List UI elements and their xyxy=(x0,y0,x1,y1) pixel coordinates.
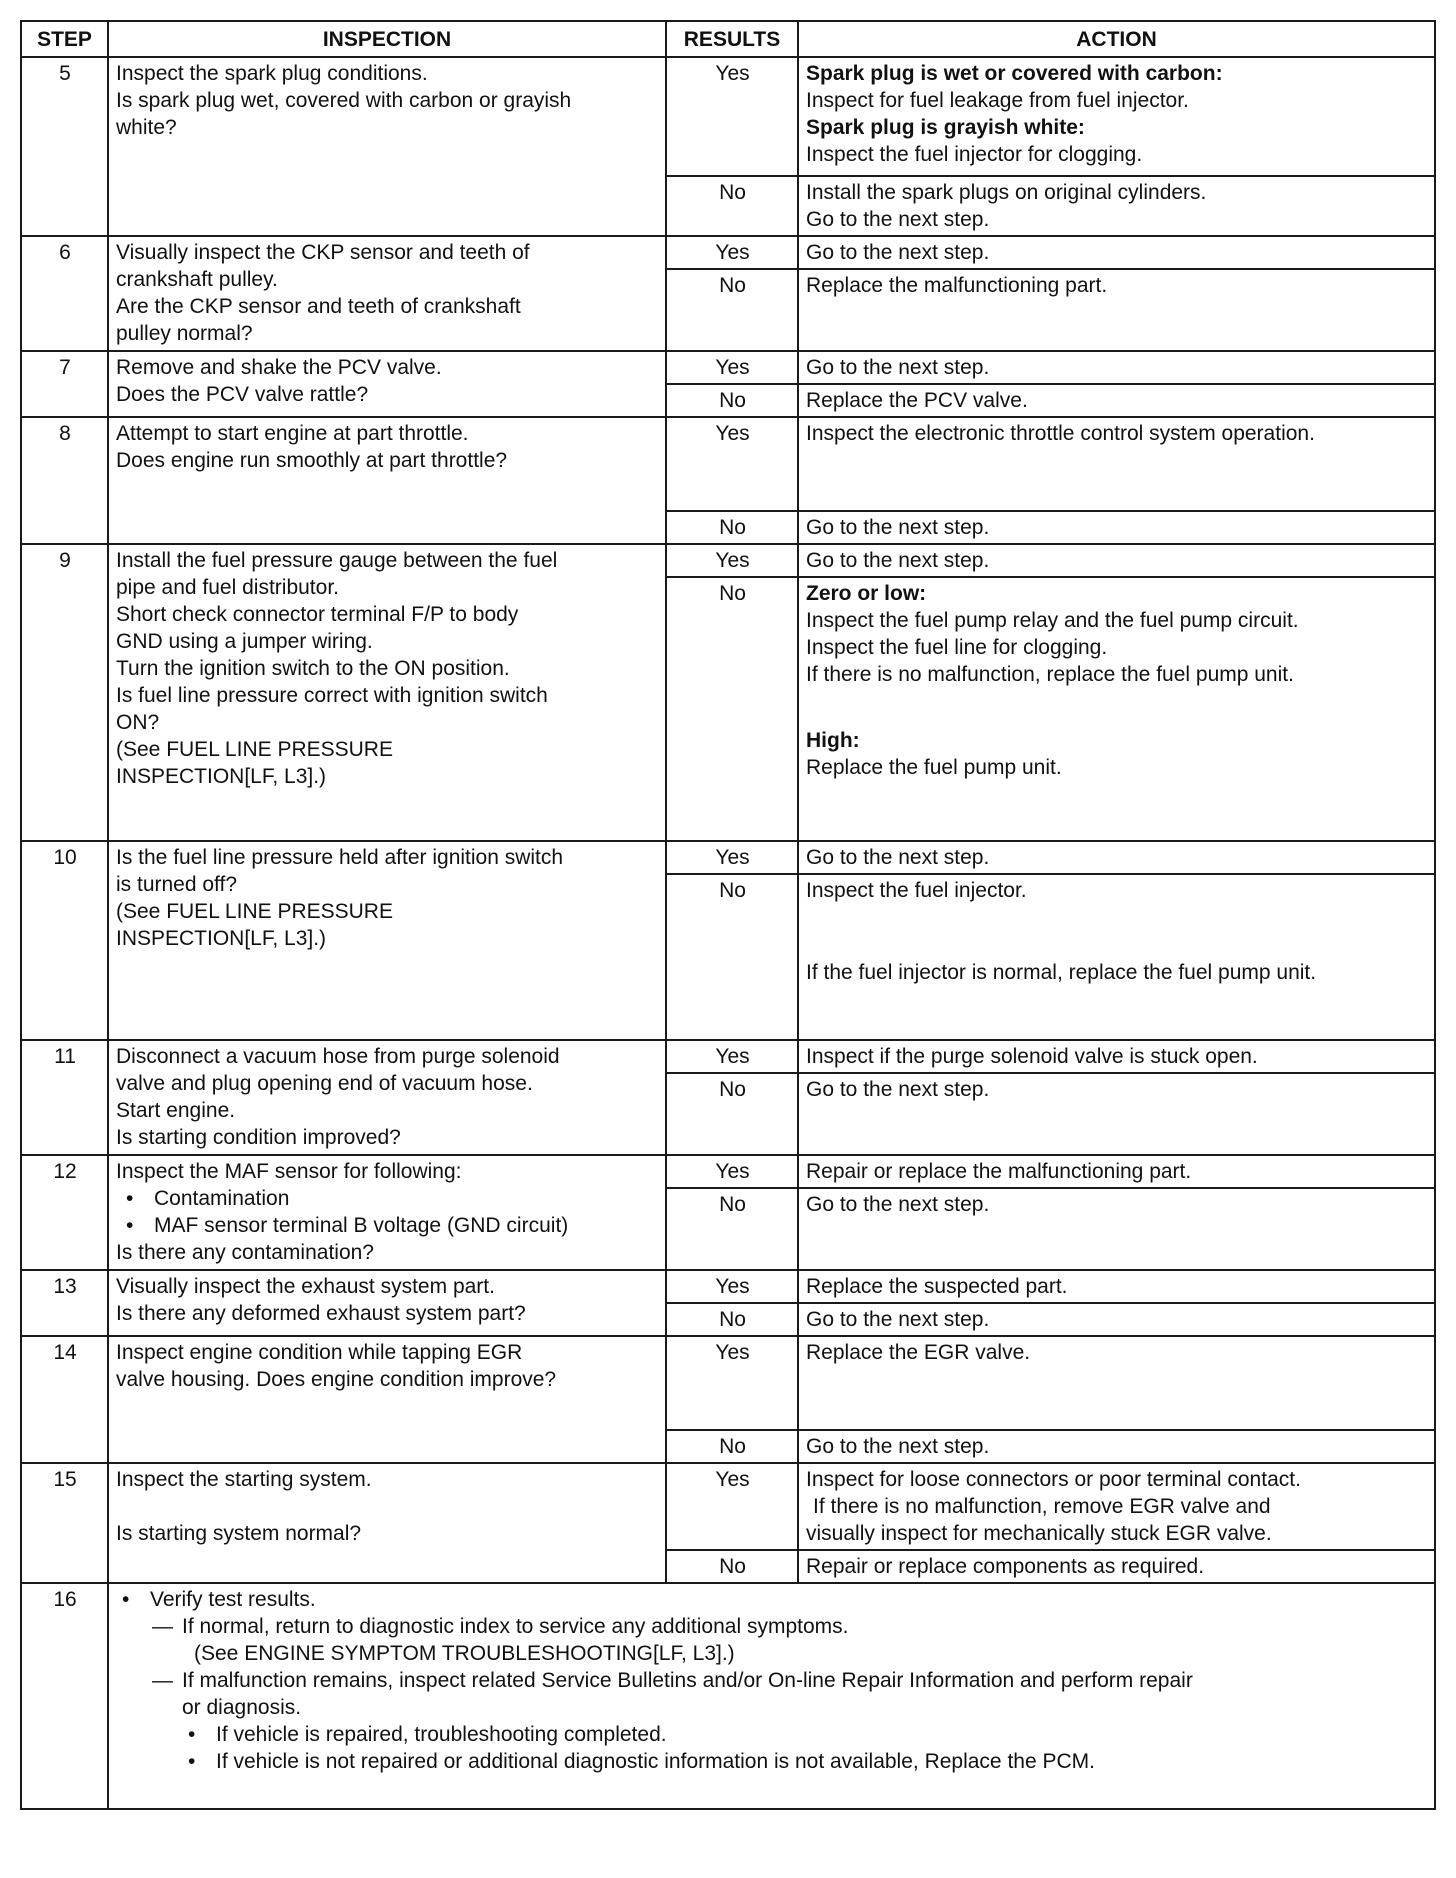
action-yes: Replace the suspected part. xyxy=(798,1270,1435,1303)
inspection-text: valve and plug opening end of vacuum hose. xyxy=(116,1072,533,1095)
action-yes: Go to the next step. xyxy=(798,351,1435,384)
spacer xyxy=(806,688,1428,715)
action-no xyxy=(798,874,1435,1040)
table-row xyxy=(21,1583,1435,1809)
inspection-cell xyxy=(108,1040,666,1155)
table-row xyxy=(21,841,1435,874)
result-yes: Yes xyxy=(666,1270,798,1303)
inspection-cell xyxy=(108,57,666,236)
inspection-text: Is fuel line pressure correct with ignition switch xyxy=(116,684,548,707)
step-number: 16 xyxy=(21,1583,108,1809)
dash-glyph: — xyxy=(152,1669,173,1692)
result-yes: Yes xyxy=(666,1463,798,1550)
inspection-cell xyxy=(108,1336,666,1463)
step-number: 9 xyxy=(21,544,108,841)
action-text: Zero or low: xyxy=(806,582,927,605)
action-no: Go to the next step. xyxy=(798,1073,1435,1155)
table-row xyxy=(21,1155,1435,1188)
result-yes: Yes xyxy=(666,417,798,511)
inspection-text: Turn the ignition switch to the ON position. xyxy=(116,657,510,680)
action-yes xyxy=(798,57,1435,176)
action-no: Go to the next step. xyxy=(798,1188,1435,1270)
inspection-text: Disconnect a vacuum hose from purge solenoid xyxy=(116,1045,560,1068)
spacer xyxy=(116,1493,659,1520)
action-text: Go to the next step. xyxy=(806,208,990,231)
inspection-cell xyxy=(108,417,666,544)
action-text: Inspect for fuel leakage from fuel injector. xyxy=(806,89,1189,112)
result-yes: Yes xyxy=(666,1040,798,1073)
inspection-text: Inspect engine condition while tapping EGR xyxy=(116,1341,523,1364)
inspection-text: valve housing. Does engine condition improve? xyxy=(116,1368,557,1391)
step-number: 7 xyxy=(21,351,108,417)
step-number: 5 xyxy=(21,57,108,236)
inspection-cell xyxy=(108,351,666,417)
spacer xyxy=(806,904,1428,931)
result-no: No xyxy=(666,1188,798,1270)
inspection-cell xyxy=(108,544,666,841)
result-yes: Yes xyxy=(666,351,798,384)
header-action: ACTION xyxy=(798,21,1435,57)
result-no: No xyxy=(666,384,798,417)
inspection-text: Is starting system normal? xyxy=(116,1522,362,1545)
inspection-text: Attempt to start engine at part throttle. xyxy=(116,422,469,445)
inspection-text: white? xyxy=(116,116,177,139)
result-yes: Yes xyxy=(666,1336,798,1430)
normal-text: If normal, return to diagnostic index to service any additional symptoms. xyxy=(182,1615,849,1638)
troubleshooting-document xyxy=(20,20,1434,1810)
spacer xyxy=(806,931,1428,959)
spacer xyxy=(806,715,1428,727)
inspection-text: (See FUEL LINE PRESSURE xyxy=(116,900,393,923)
action-text: Inspect the fuel injector. xyxy=(806,879,1027,902)
table-row xyxy=(21,57,1435,176)
normal-item xyxy=(134,1613,1428,1640)
action-no: Replace the PCV valve. xyxy=(798,384,1435,417)
inspection-text: Are the CKP sensor and teeth of crankshaft xyxy=(116,295,521,318)
inspection-text: Does the PCV valve rattle? xyxy=(116,383,369,406)
table-row xyxy=(21,1463,1435,1550)
step-number: 13 xyxy=(21,1270,108,1336)
table-row xyxy=(21,1040,1435,1073)
header-results: RESULTS xyxy=(666,21,798,57)
malfunction-continuation: or diagnosis. xyxy=(182,1696,302,1719)
result-yes: Yes xyxy=(666,544,798,577)
inspection-text: INSPECTION[LF, L3].) xyxy=(116,765,327,788)
inspection-text: is turned off? xyxy=(116,873,238,896)
action-text: Inspect the fuel pump relay and the fuel pump circuit. xyxy=(806,609,1299,632)
inspection-cell xyxy=(108,1155,666,1270)
inspection-text: Install the fuel pressure gauge between the fuel xyxy=(116,549,558,572)
verify-bullet: • Verify test results. xyxy=(116,1586,1428,1613)
action-text: Inspect the fuel line for clogging. xyxy=(806,636,1108,659)
result-yes: Yes xyxy=(666,841,798,874)
table-row xyxy=(21,351,1435,384)
action-yes: Replace the EGR valve. xyxy=(798,1336,1435,1430)
result-no: No xyxy=(666,511,798,544)
inspection-text: Remove and shake the PCV valve. xyxy=(116,356,442,379)
step-number: 15 xyxy=(21,1463,108,1583)
inspection-cell xyxy=(108,1463,666,1583)
inspection-cell xyxy=(108,236,666,351)
action-no: Go to the next step. xyxy=(798,511,1435,544)
result-yes: Yes xyxy=(666,1155,798,1188)
action-text: Spark plug is grayish white: xyxy=(806,116,1085,139)
inspection-text: crankshaft pulley. xyxy=(116,268,278,291)
inspection-text: Short check connector terminal F/P to body xyxy=(116,603,519,626)
table-row xyxy=(21,417,1435,511)
action-yes xyxy=(798,1463,1435,1550)
inspection-text: Is the fuel line pressure held after ignition switch xyxy=(116,846,564,869)
troubleshooting-table xyxy=(20,20,1436,1810)
table-row xyxy=(21,1270,1435,1303)
inspection-bullet: • Contamination xyxy=(116,1185,659,1212)
inspection-text: Is there any contamination? xyxy=(116,1241,374,1264)
repaired-bullet: • If vehicle is repaired, troubleshooting completed. xyxy=(116,1721,1428,1748)
dash-glyph: — xyxy=(152,1615,173,1638)
result-yes: Yes xyxy=(666,57,798,176)
header-step: STEP xyxy=(21,21,108,57)
action-text: Spark plug is wet or covered with carbon: xyxy=(806,62,1223,85)
result-no: No xyxy=(666,176,798,236)
inspection-text: ON? xyxy=(116,711,160,734)
inspection-text: Is starting condition improved? xyxy=(116,1126,401,1149)
result-yes: Yes xyxy=(666,236,798,269)
final-step-cell xyxy=(108,1583,1435,1809)
action-text: Replace the fuel pump unit. xyxy=(806,756,1062,779)
inspection-text: Is there any deformed exhaust system part? xyxy=(116,1302,526,1325)
inspection-text: (See FUEL LINE PRESSURE xyxy=(116,738,393,761)
inspection-text: Start engine. xyxy=(116,1099,236,1122)
action-no xyxy=(798,577,1435,841)
inspection-text: Is spark plug wet, covered with carbon or grayish xyxy=(116,89,572,112)
inspection-text: pulley normal? xyxy=(116,322,253,345)
step-number: 12 xyxy=(21,1155,108,1270)
header-row xyxy=(21,21,1435,57)
step-number: 8 xyxy=(21,417,108,544)
inspection-text: Visually inspect the CKP sensor and teeth of xyxy=(116,241,530,264)
result-no: No xyxy=(666,269,798,351)
action-text: Install the spark plugs on original cylinders. xyxy=(806,181,1207,204)
action-text: If there is no malfunction, replace the fuel pump unit. xyxy=(806,663,1294,686)
action-text: If the fuel injector is normal, replace the fuel pump unit. xyxy=(806,961,1317,984)
step-number: 11 xyxy=(21,1040,108,1155)
inspection-text: Inspect the MAF sensor for following: xyxy=(116,1160,462,1183)
not-repaired-bullet: • If vehicle is not repaired or additional diagnostic information is not available, Replace the PCM. xyxy=(116,1748,1428,1775)
inspection-text: Does engine run smoothly at part throttle? xyxy=(116,449,508,472)
result-no: No xyxy=(666,1430,798,1463)
action-text: If there is no malfunction, remove EGR valve and xyxy=(813,1495,1271,1518)
table-row xyxy=(21,544,1435,577)
step-number: 14 xyxy=(21,1336,108,1463)
result-no: No xyxy=(666,577,798,841)
action-text: visually inspect for mechanically stuck EGR valve. xyxy=(806,1522,1272,1545)
malfunction-item xyxy=(134,1667,1428,1694)
inspection-bullet: • MAF sensor terminal B voltage (GND circuit) xyxy=(116,1212,659,1239)
action-no: Repair or replace components as required. xyxy=(798,1550,1435,1583)
inspection-text: pipe and fuel distributor. xyxy=(116,576,339,599)
action-yes: Go to the next step. xyxy=(798,544,1435,577)
inspection-cell xyxy=(108,841,666,1040)
action-no xyxy=(798,176,1435,236)
table-row xyxy=(21,236,1435,269)
result-no: No xyxy=(666,1303,798,1336)
action-text: High: xyxy=(806,729,860,752)
malfunction-text: If malfunction remains, inspect related Service Bulletins and/or On-line Repair Information and perform repair xyxy=(182,1669,1193,1692)
action-no: Replace the malfunctioning part. xyxy=(798,269,1435,351)
inspection-cell xyxy=(108,1270,666,1336)
action-text: Inspect for loose connectors or poor terminal contact. xyxy=(806,1468,1301,1491)
inspection-text: Inspect the starting system. xyxy=(116,1468,372,1491)
normal-reference: (See ENGINE SYMPTOM TROUBLESHOOTING[LF, L3].) xyxy=(194,1642,735,1665)
action-text: Inspect the fuel injector for clogging. xyxy=(806,143,1143,166)
result-no: No xyxy=(666,874,798,1040)
result-no: No xyxy=(666,1073,798,1155)
action-yes: Go to the next step. xyxy=(798,236,1435,269)
table-row xyxy=(21,1336,1435,1430)
action-yes: Inspect the electronic throttle control system operation. xyxy=(798,417,1435,511)
inspection-text: Visually inspect the exhaust system part. xyxy=(116,1275,495,1298)
action-no: Go to the next step. xyxy=(798,1430,1435,1463)
step-number: 6 xyxy=(21,236,108,351)
inspection-text: GND using a jumper wiring. xyxy=(116,630,373,653)
action-yes: Repair or replace the malfunctioning part. xyxy=(798,1155,1435,1188)
result-no: No xyxy=(666,1550,798,1583)
action-no: Go to the next step. xyxy=(798,1303,1435,1336)
step-number: 10 xyxy=(21,841,108,1040)
inspection-text: INSPECTION[LF, L3].) xyxy=(116,927,327,950)
header-inspection: INSPECTION xyxy=(108,21,666,57)
inspection-text: Inspect the spark plug conditions. xyxy=(116,62,428,85)
action-yes: Inspect if the purge solenoid valve is stuck open. xyxy=(798,1040,1435,1073)
action-yes: Go to the next step. xyxy=(798,841,1435,874)
